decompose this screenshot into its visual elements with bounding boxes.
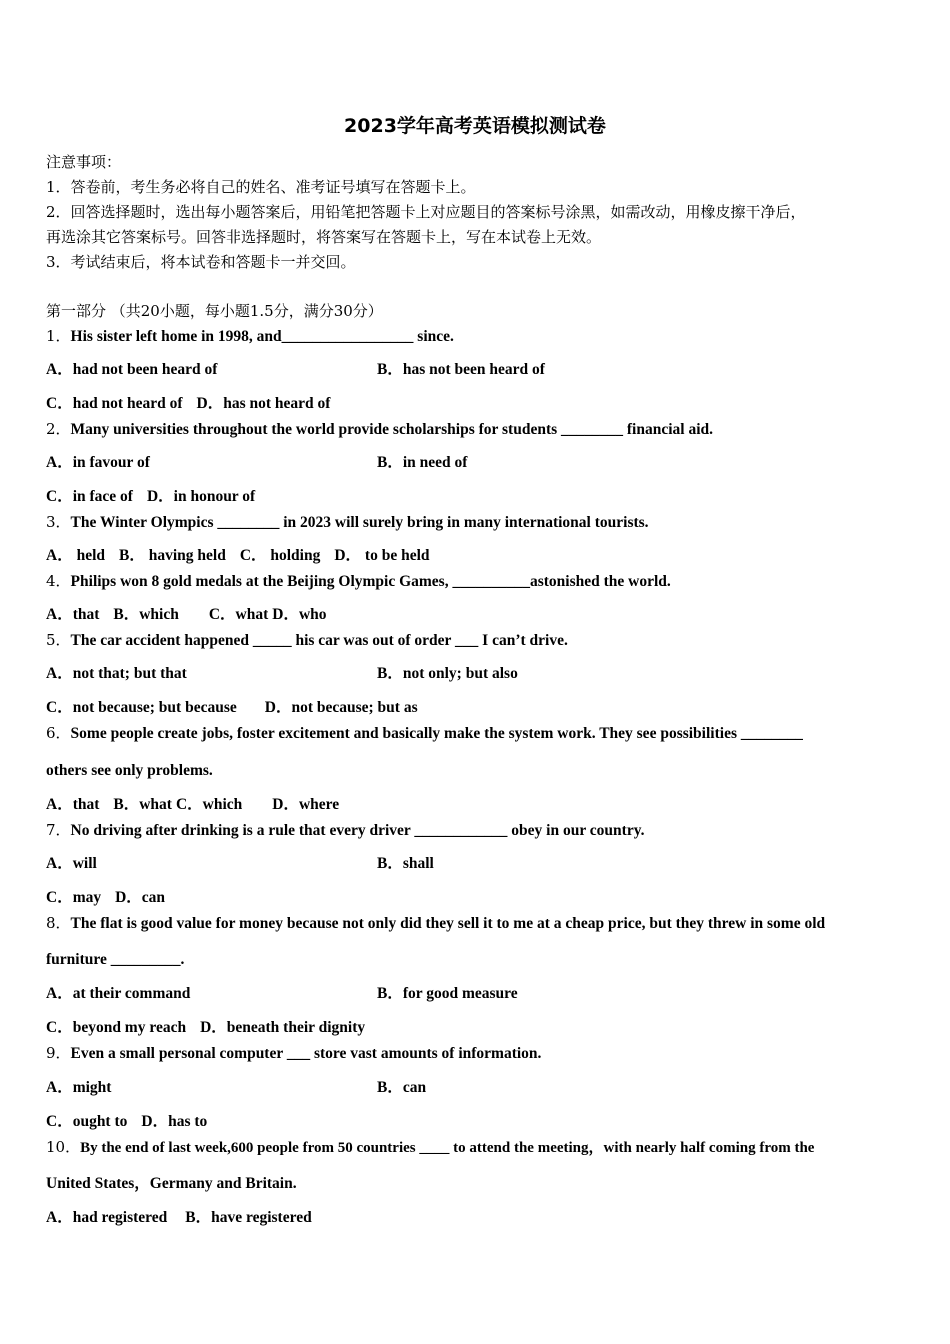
option-row <box>46 795 339 815</box>
option-row <box>46 888 165 908</box>
question-number: 3． <box>46 513 71 531</box>
notes-heading: 注意事项： <box>46 153 122 171</box>
option-d[interactable]: D．where <box>272 796 340 813</box>
option-b[interactable]: B．shall <box>377 855 434 872</box>
question-text-continued: furniture _________. <box>46 951 185 968</box>
option-b[interactable]: B．for good measure <box>377 985 518 1002</box>
question-text: His sister left home in 1998, and_________________ since. <box>70 328 454 345</box>
option-c[interactable]: C．not because; but because <box>46 699 237 716</box>
option-row <box>46 1018 365 1038</box>
option-c[interactable]: C．may <box>46 889 102 906</box>
question-number: 5． <box>46 631 71 649</box>
option-d[interactable]: D．has to <box>141 1113 208 1130</box>
question-3 <box>46 512 649 533</box>
option-c[interactable]: C．beyond my reach <box>46 1019 187 1036</box>
option-d[interactable]: D．can <box>115 889 166 906</box>
option-c[interactable]: C．what <box>208 606 269 623</box>
option-b[interactable]: B． having held <box>119 547 226 564</box>
option-a[interactable]: A．that <box>46 796 100 813</box>
question-number: 8． <box>46 914 71 932</box>
note-item: 再选涂其它答案标号。回答非选择题时，将答案写在答题卡上，写在本试卷上无效。 <box>46 228 602 246</box>
option-d[interactable]: D．has not heard of <box>196 395 331 412</box>
option-c[interactable]: C．ought to <box>46 1113 128 1130</box>
option-c[interactable]: C．in face of <box>46 488 133 505</box>
page-title: 2023学年高考英语模拟测试卷 <box>344 115 606 137</box>
option-a[interactable]: A．had registered <box>46 1209 168 1226</box>
question-text: Some people create jobs, foster excitement and basically make the system work. They see possibilities ________ <box>70 725 803 742</box>
question-text: By the end of last week,600 people from 50 countries ____ to attend the meeting，with nearly half coming from the <box>80 1140 815 1156</box>
option-a[interactable]: A．might <box>46 1079 112 1096</box>
question-text: Many universities throughout the world provide scholarships for students ________ financial aid. <box>70 421 714 438</box>
note-item: 3．考试结束后，将本试卷和答题卡一并交回。 <box>46 253 356 271</box>
note-item: 1．答卷前，考生务必将自己的姓名、准考证号填写在答题卡上。 <box>46 178 476 196</box>
option-a[interactable]: A．that <box>46 606 100 623</box>
option-a[interactable]: A．had not been heard of <box>46 361 218 378</box>
option-b[interactable]: B．have registered <box>185 1209 312 1226</box>
question-number: 4． <box>46 572 71 590</box>
option-row <box>46 394 330 414</box>
option-a[interactable]: A．not that; but that <box>46 665 187 682</box>
question-text: The car accident happened _____ his car was out of order ___ I can’t drive. <box>70 632 568 649</box>
option-d[interactable]: D．beneath their dignity <box>200 1019 366 1036</box>
option-d[interactable]: D．in honour of <box>146 488 256 505</box>
option-b[interactable]: B．which <box>113 606 179 623</box>
option-d[interactable]: D．not because; but as <box>264 699 418 716</box>
option-row <box>46 698 418 718</box>
option-b[interactable]: B．can <box>377 1079 427 1096</box>
option-c[interactable]: C．had not heard of <box>46 395 183 412</box>
option-b[interactable]: B．has not been heard of <box>377 361 545 378</box>
question-2 <box>46 419 713 440</box>
question-9 <box>46 1043 541 1064</box>
question-8 <box>46 913 825 934</box>
question-text-continued: others see only problems. <box>46 762 213 779</box>
option-b[interactable]: B．what <box>113 796 172 813</box>
question-text: No driving after drinking is a rule that every driver ____________ obey in our country. <box>70 822 645 839</box>
question-5 <box>46 630 568 651</box>
option-a[interactable]: A．in favour of <box>46 454 150 471</box>
option-b[interactable]: B．in need of <box>377 454 468 471</box>
question-4 <box>46 571 671 592</box>
option-row <box>46 546 430 566</box>
question-number: 6． <box>46 724 71 742</box>
question-text: Philips won 8 gold medals at the Beijing Olympic Games, __________astonished the world. <box>70 573 671 590</box>
question-7 <box>46 820 644 841</box>
question-number: 10． <box>46 1138 81 1156</box>
option-row <box>46 1112 207 1132</box>
section-heading: 第一部分 （共20小题，每小题1.5分，满分30分） <box>46 302 383 320</box>
option-a[interactable]: A．will <box>46 855 97 872</box>
question-number: 1． <box>46 327 71 345</box>
question-number: 2． <box>46 420 71 438</box>
question-text: Even a small personal computer ___ store vast amounts of information. <box>70 1045 542 1062</box>
option-a[interactable]: A． held <box>46 547 105 564</box>
option-d[interactable]: D． to be held <box>334 547 430 564</box>
question-6 <box>46 723 803 744</box>
question-number: 7． <box>46 821 71 839</box>
option-a[interactable]: A．at their command <box>46 985 191 1002</box>
option-c[interactable]: C． holding <box>239 547 321 564</box>
option-row <box>46 1208 312 1228</box>
question-text: The flat is good value for money because not only did they sell it to me at a cheap price, but they threw in some old <box>70 915 826 932</box>
option-row <box>46 487 255 507</box>
option-b[interactable]: B．not only; but also <box>377 665 518 682</box>
note-item: 2．回答选择题时，选出每小题答案后，用铅笔把答题卡上对应题目的答案标号涂黑，如需改动，用橡皮擦干净后， <box>46 203 806 221</box>
option-row <box>46 605 327 625</box>
question-text: The Winter Olympics ________ in 2023 will surely bring in many international tourists. <box>70 514 649 531</box>
option-d[interactable]: D．who <box>272 606 327 623</box>
question-number: 9． <box>46 1044 71 1062</box>
question-text-continued: United States，Germany and Britain. <box>46 1175 297 1192</box>
question-1 <box>46 326 454 347</box>
option-c[interactable]: C．which <box>175 796 243 813</box>
question-10 <box>46 1137 814 1158</box>
